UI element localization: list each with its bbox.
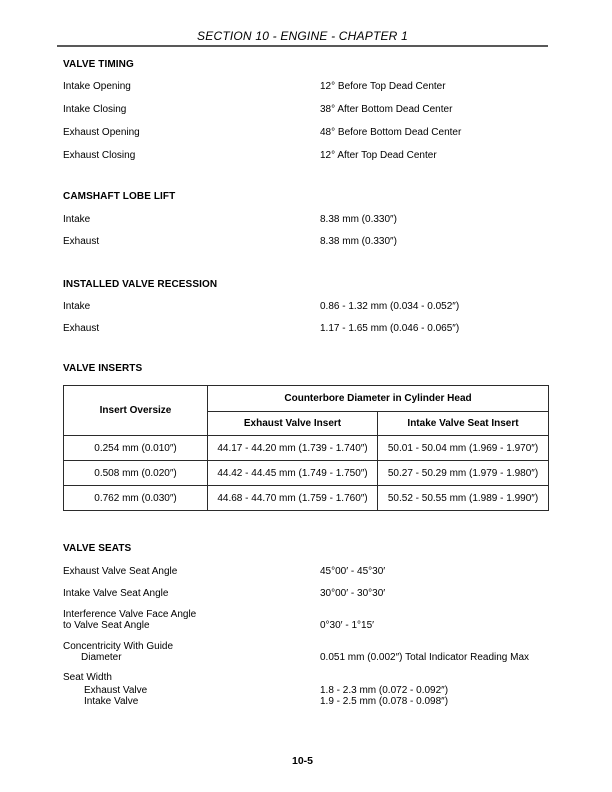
- spec-row-line: [63, 652, 548, 663]
- spec-value: 1.9 - 2.5 mm (0.078 - 0.098″): [320, 696, 449, 707]
- table-cell: 44.68 - 44.70 mm (1.759 - 1.760″): [208, 486, 378, 511]
- spec-row-line: [63, 696, 548, 707]
- spec-row: [63, 566, 548, 577]
- spec-value: 1.17 - 1.65 mm (0.046 - 0.065″): [320, 323, 460, 334]
- table-row: [64, 486, 549, 511]
- section-heading-installed-valve-recession: INSTALLED VALVE RECESSION: [63, 279, 218, 290]
- spec-label: Intake Valve: [84, 696, 139, 707]
- spec-label: Intake: [63, 214, 91, 225]
- table-row: [64, 436, 549, 461]
- spec-label: Interference Valve Face Angle: [63, 609, 197, 620]
- spec-value: 8.38 mm (0.330″): [320, 214, 397, 225]
- spec-label: Intake Valve Seat Angle: [63, 588, 169, 599]
- spec-row: [63, 150, 548, 161]
- spec-row: [63, 236, 548, 247]
- spec-label: to Valve Seat Angle: [63, 620, 150, 631]
- spec-label: Exhaust: [63, 236, 100, 247]
- spec-row: [63, 214, 548, 225]
- spec-label: Seat Width: [63, 672, 112, 683]
- spec-label: Intake: [63, 301, 91, 312]
- section-heading-valve-seats: VALVE SEATS: [63, 543, 132, 554]
- table-cell: 44.17 - 44.20 mm (1.739 - 1.740″): [208, 436, 378, 461]
- table-row: [64, 461, 549, 486]
- spec-label: Exhaust: [63, 323, 100, 334]
- spec-label: Intake Closing: [63, 104, 127, 115]
- spec-row-line: [63, 609, 548, 620]
- section-heading-valve-inserts: VALVE INSERTS: [63, 363, 143, 374]
- spec-row-line: [63, 685, 548, 696]
- valve-inserts-table: [63, 385, 549, 511]
- spec-row: [63, 323, 548, 334]
- table-cell: 0.254 mm (0.010″): [64, 436, 208, 461]
- spec-label: Exhaust Closing: [63, 150, 136, 161]
- section-heading-camshaft-lobe-lift: CAMSHAFT LOBE LIFT: [63, 191, 176, 202]
- spec-value: 48° Before Bottom Dead Center: [320, 127, 462, 138]
- spec-value: 30°00′ - 30°30′: [320, 588, 386, 599]
- spec-value: 45°00′ - 45°30′: [320, 566, 386, 577]
- table-span-header: Counterbore Diameter in Cylinder Head: [208, 386, 549, 412]
- table-subheader-exhaust: Exhaust Valve Insert: [208, 412, 378, 436]
- spec-row-line: [63, 641, 548, 652]
- table-cell: 50.27 - 50.29 mm (1.979 - 1.980″): [378, 461, 549, 486]
- header-rule: [57, 45, 548, 47]
- table-cell: 44.42 - 44.45 mm (1.749 - 1.750″): [208, 461, 378, 486]
- spec-value: 0°30′ - 1°15′: [320, 620, 375, 631]
- page-number: 10-5: [291, 755, 313, 767]
- spec-label: Exhaust Valve: [84, 685, 148, 696]
- spec-value: 8.38 mm (0.330″): [320, 236, 397, 247]
- spec-label: Exhaust Opening: [63, 127, 140, 138]
- spec-label: Diameter: [81, 652, 122, 663]
- spec-value: 12° Before Top Dead Center: [320, 81, 446, 92]
- table-cell: 0.762 mm (0.030″): [64, 486, 208, 511]
- spec-row: [63, 104, 548, 115]
- spec-value: 0.86 - 1.32 mm (0.034 - 0.052″): [320, 301, 460, 312]
- spec-value: 38° After Bottom Dead Center: [320, 104, 453, 115]
- spec-row-line: [63, 620, 548, 631]
- spec-value: 0.051 mm (0.002″) Total Indicator Reading Max: [320, 652, 530, 663]
- spec-row: [63, 588, 548, 599]
- table-cell: 0.508 mm (0.020″): [64, 461, 208, 486]
- spec-label: Concentricity With Guide: [63, 641, 174, 652]
- spec-row: [63, 127, 548, 138]
- spec-label: Exhaust Valve Seat Angle: [63, 566, 178, 577]
- spec-label: Intake Opening: [63, 81, 131, 92]
- table-cell: 50.52 - 50.55 mm (1.989 - 1.990″): [378, 486, 549, 511]
- spec-row: [63, 301, 548, 312]
- spec-value: 1.8 - 2.3 mm (0.072 - 0.092″): [320, 685, 449, 696]
- table-subheader-intake: Intake Valve Seat Insert: [378, 412, 549, 436]
- table-corner-header: Insert Oversize: [64, 386, 208, 436]
- spec-row-line: [63, 672, 548, 683]
- page-header-title: SECTION 10 - ENGINE - CHAPTER 1: [197, 29, 408, 43]
- spec-value: 12° After Top Dead Center: [320, 150, 437, 161]
- table-cell: 50.01 - 50.04 mm (1.969 - 1.970″): [378, 436, 549, 461]
- spec-row: [63, 81, 548, 92]
- section-heading-valve-timing: VALVE TIMING: [63, 59, 134, 70]
